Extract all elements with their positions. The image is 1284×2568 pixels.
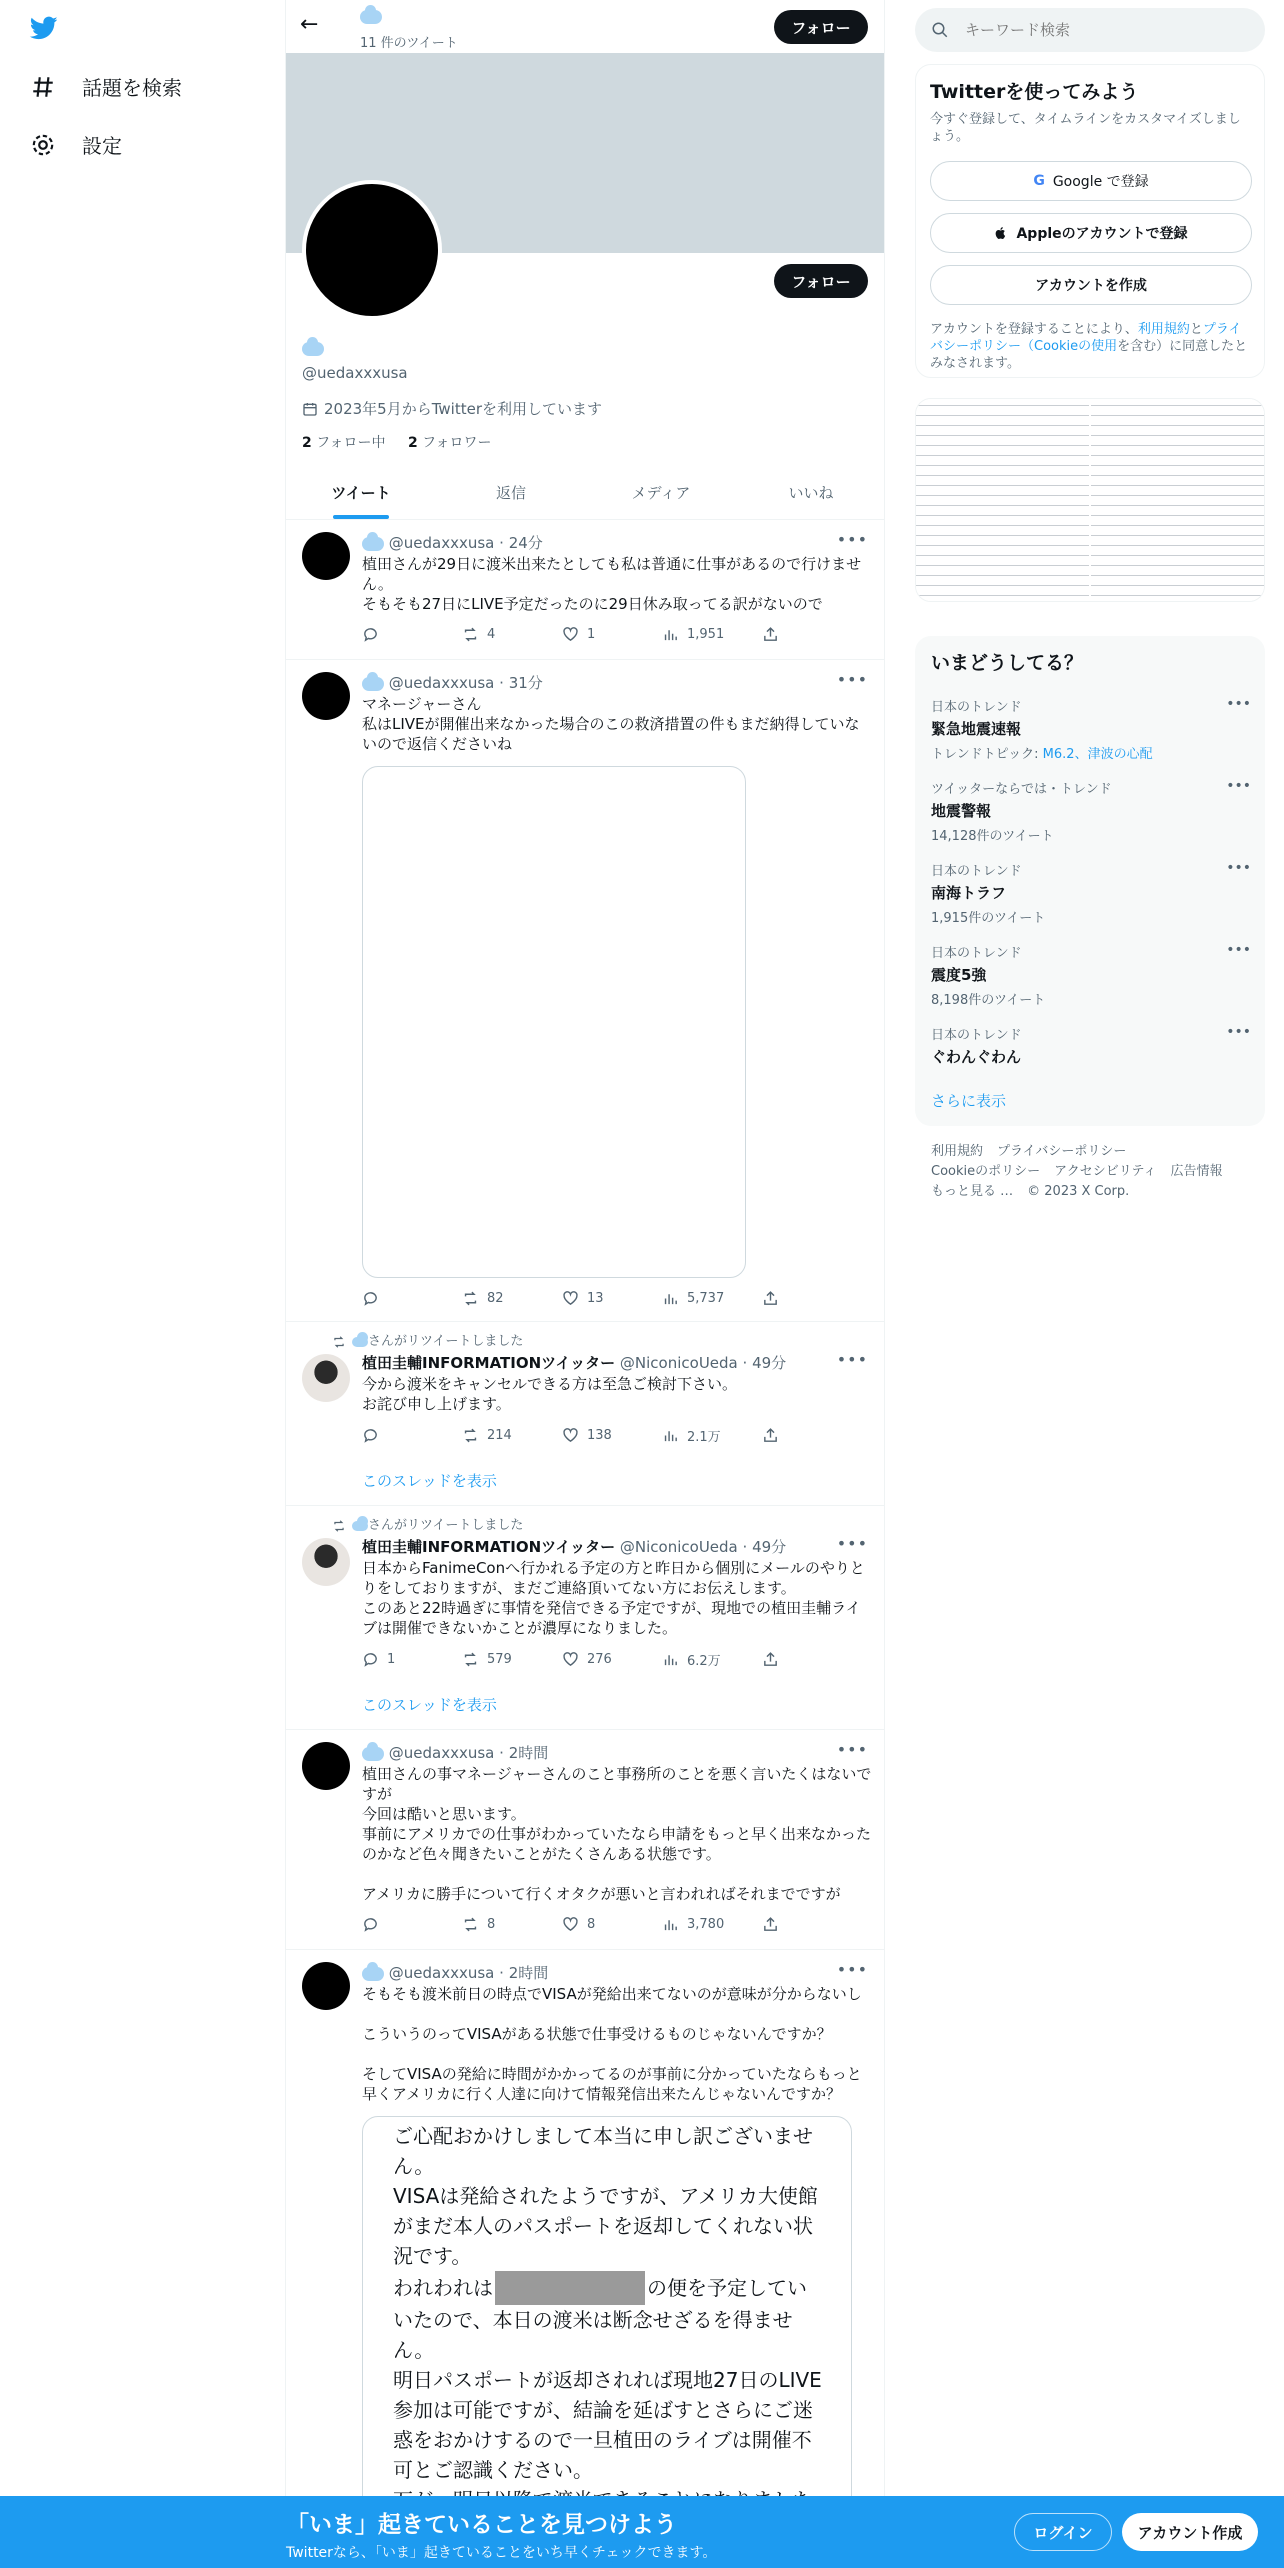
reply-button[interactable] xyxy=(362,626,462,643)
display-name-emoji xyxy=(360,6,382,25)
like-button[interactable] xyxy=(562,626,662,643)
profile-display-name xyxy=(302,338,324,357)
views-button[interactable] xyxy=(662,1650,762,1669)
heart-icon xyxy=(562,626,579,643)
reply-icon xyxy=(362,626,379,643)
tweet-actions xyxy=(362,626,792,643)
login-button[interactable]: ログイン xyxy=(1014,2513,1112,2551)
retweet-context xyxy=(332,1514,523,1533)
more-icon[interactable]: ••• xyxy=(836,1350,868,1369)
tweet-header: 植田圭輔INFORMATIONツイッター @NiconicoUeda · 49分 xyxy=(362,1354,787,1372)
reply-button[interactable] xyxy=(362,1916,462,1933)
tweet-header: @uedaxxxusa · 2時間 xyxy=(362,1962,548,1983)
trend-item[interactable] xyxy=(931,860,1251,926)
retweet-button[interactable] xyxy=(462,1290,562,1307)
profile-timeline xyxy=(285,0,885,2568)
share-button[interactable] xyxy=(762,626,792,643)
like-count: 1 xyxy=(587,627,596,642)
reply-icon xyxy=(362,1290,379,1307)
tweet-actions xyxy=(362,1290,792,1307)
share-button[interactable] xyxy=(762,1650,792,1669)
tweet-media-notice[interactable] xyxy=(362,2116,852,2536)
show-thread-link[interactable]: このスレッドを表示 xyxy=(362,1696,497,1714)
trend-meta: 1,915件のツイート xyxy=(931,911,1046,926)
profile-handle: @uedaxxxusa xyxy=(302,364,408,382)
more-icon[interactable]: ••• xyxy=(1226,696,1251,712)
notice-line: いたので、本日の渡米は断念せざるを得ませ xyxy=(393,2308,793,2332)
nav-settings-label: 設定 xyxy=(82,134,122,158)
trend-item[interactable] xyxy=(931,778,1251,844)
avatar[interactable] xyxy=(302,1538,350,1586)
bottom-title: 「いま」起きていることを見つけよう xyxy=(286,2512,677,2538)
apple-signup-button[interactable] xyxy=(930,213,1252,253)
retweet-icon xyxy=(332,1335,346,1349)
retweet-icon xyxy=(462,1651,479,1668)
tweet-actions xyxy=(362,1426,792,1445)
share-button[interactable] xyxy=(762,1916,792,1933)
profile-joined xyxy=(302,398,602,419)
tweet[interactable] xyxy=(286,1730,885,1950)
active-tab-indicator xyxy=(333,515,389,519)
bottom-subtitle: Twitterなら、「いま」起きていることをいち早くチェックできます。 xyxy=(286,2545,717,2561)
trend-category: ツイッターならでは・トレンド xyxy=(931,782,1112,797)
share-button[interactable] xyxy=(762,1290,792,1307)
more-icon[interactable]: ••• xyxy=(836,530,868,549)
bottom-signup-bar xyxy=(0,2496,1284,2568)
hashtag-icon xyxy=(30,74,56,100)
views-count: 2.1万 xyxy=(687,1430,721,1445)
tweet-text: そもそも渡米前日の時点でVISAが発給出来てないのが意味が分からないし こういうのってVISAがある状態で仕事受けるものじゃないんですか？ そしてVISAの発給に時間がかかってるのが事前に分かっていたならもっと早くアメリカに行く人達に向けて情報発信出来たんじゃないんですか？ xyxy=(362,1985,862,2103)
share-button[interactable] xyxy=(762,1426,792,1445)
views-icon xyxy=(662,626,679,643)
tweet-author-name[interactable]: 植田圭輔INFORMATIONツイッター xyxy=(362,1538,616,1556)
copyright: © 2023 X Corp. xyxy=(1027,1184,1130,1199)
tweet-handle[interactable]: @uedaxxxusa xyxy=(388,534,495,552)
following-link[interactable] xyxy=(302,435,386,451)
avatar[interactable] xyxy=(302,532,350,580)
more-icon[interactable]: ••• xyxy=(1226,860,1251,876)
tweet-handle[interactable]: @NiconicoUeda xyxy=(619,1538,738,1556)
tab-replies-label: 返信 xyxy=(495,484,526,502)
trend-meta: 8,198件のツイート xyxy=(931,993,1046,1008)
tweet-header: @uedaxxxusa · 2時間 xyxy=(362,1742,548,1763)
retweet-icon xyxy=(462,1916,479,1933)
tab-replies[interactable] xyxy=(436,466,586,519)
share-icon xyxy=(762,1916,779,1933)
retweet-count: 82 xyxy=(487,1291,504,1306)
tweet[interactable] xyxy=(286,660,885,1322)
heart-icon xyxy=(562,1916,579,1933)
reply-count: 1 xyxy=(387,1652,396,1667)
tweet-header: @uedaxxxusa · 24分 xyxy=(362,532,543,553)
reply-icon xyxy=(362,1427,379,1444)
retweet-button[interactable] xyxy=(462,626,562,643)
more-icon[interactable]: ••• xyxy=(1226,942,1251,958)
share-icon xyxy=(762,626,779,643)
signup-subtitle: 今すぐ登録して、タイムラインをカスタマイズしましょう。 xyxy=(930,112,1241,144)
tweet-time[interactable]: 31分 xyxy=(508,674,543,692)
like-count: 13 xyxy=(587,1291,604,1306)
media-preview-grid[interactable] xyxy=(915,398,1265,602)
google-signup-button[interactable] xyxy=(930,161,1252,201)
heart-icon xyxy=(562,1651,579,1668)
apple-signup-label: Appleのアカウントで登録 xyxy=(1016,226,1188,242)
notice-line: がまだ本人のパスポートを返却してくれない状 xyxy=(393,2214,813,2238)
trend-item[interactable] xyxy=(931,696,1251,762)
followers-count: 2 xyxy=(407,435,418,451)
tweet-time[interactable]: 2時間 xyxy=(508,1964,549,1982)
views-count: 5,737 xyxy=(687,1291,725,1306)
profile-tabs xyxy=(286,466,885,520)
share-icon xyxy=(762,1427,779,1444)
trend-name: ぐわんぐわん xyxy=(931,1048,1022,1066)
tweet-time[interactable]: 49分 xyxy=(752,1538,787,1556)
create-account-label: アカウントを作成 xyxy=(1035,278,1147,294)
footer-link[interactable]: プライバシーポリシー xyxy=(997,1144,1127,1159)
retweet-count: 214 xyxy=(487,1428,512,1443)
tweet-actions xyxy=(362,1916,792,1933)
notice-line: VISAは発給されたようですが、アメリカ大使館 xyxy=(393,2184,818,2208)
profile-avatar[interactable] xyxy=(302,180,442,320)
views-icon xyxy=(662,1916,679,1933)
reply-button[interactable] xyxy=(362,1650,462,1669)
signup-title: Twitterを使ってみよう xyxy=(930,81,1139,103)
notice-line: 参加は可能ですが、結論を延ばすとさらにご迷 xyxy=(393,2398,813,2422)
trend-meta: トレンドトピック: M6.2、津波の心配 xyxy=(931,747,1153,762)
notice-line: ん。 xyxy=(393,2338,435,2362)
signup-card xyxy=(915,64,1265,378)
reply-button[interactable] xyxy=(362,1290,462,1307)
views-button[interactable] xyxy=(662,626,762,643)
more-icon[interactable]: ••• xyxy=(1226,1024,1251,1040)
tweet-text: 今から渡米をキャンセルできる方は至急ご検討下さい。 お詫び申し上げます。 xyxy=(362,1375,738,1413)
tweet-text: 植田さんの事マネージャーさんのこと事務所のことを悪く言いたくはないですが 今回は酷いと思います。 事前にアメリカでの仕事がわかっていたなら申請をもっと早く出来なかったのかなど色々聞きたいことがたくさんある状態です。 アメリカに勝手について行くオタクが悪いと言われればそれまでですが xyxy=(362,1765,872,1903)
retweet-button[interactable] xyxy=(462,1426,562,1445)
trend-category: 日本のトレンド xyxy=(931,946,1022,961)
retweeted-by[interactable]: さんがリツイートしました xyxy=(368,1334,524,1349)
footer-link[interactable]: Cookieのポリシー xyxy=(931,1164,1041,1179)
google-signup-label: Google で登録 xyxy=(1052,174,1149,190)
tab-likes[interactable] xyxy=(736,466,885,519)
footer-link[interactable]: 利用規約 xyxy=(931,1144,984,1159)
trend-topic-link[interactable]: M6.2、津波の心配 xyxy=(1042,747,1153,762)
tweet-text: 日本からFanimeConへ行かれる予定の方と昨日から個別にメールのやりとりをしておりますが、まだご連絡頂いてない方にお伝えします。 このあと22時過ぎに事情を発信できる予定ですが、現地での植田圭輔ライブは開催できないかことが濃厚になりました。 xyxy=(362,1559,865,1637)
show-thread-link[interactable]: このスレッドを表示 xyxy=(362,1472,497,1490)
tweet-count: 11 件のツイート xyxy=(360,36,458,51)
retweeted-by[interactable]: さんがリツイートしました xyxy=(368,1518,524,1533)
like-button[interactable] xyxy=(562,1290,662,1307)
tweet-time[interactable]: 2時間 xyxy=(508,1744,549,1762)
joined-date: 2023年5月からTwitterを利用しています xyxy=(324,400,602,418)
tweet-handle[interactable]: @uedaxxxusa xyxy=(388,1964,495,1982)
footer-more-link[interactable]: もっと見る … xyxy=(931,1184,1014,1199)
tweet-header: @uedaxxxusa · 31分 xyxy=(362,672,543,693)
avatar[interactable] xyxy=(302,1742,350,1790)
nav-settings[interactable] xyxy=(30,130,122,159)
tweet-time[interactable]: 49分 xyxy=(752,1354,787,1372)
retweet-count: 8 xyxy=(487,1917,496,1932)
notice-line: 可とご認識ください。 xyxy=(393,2458,593,2482)
notice-line: 明日パスポートが返却されれば現地27日のLIVE xyxy=(393,2368,822,2392)
trend-category: 日本のトレンド xyxy=(931,1028,1022,1043)
heart-icon xyxy=(562,1427,579,1444)
reply-icon xyxy=(362,1916,379,1933)
notice-line: ご心配おかけしまして本当に申し訳ございませ xyxy=(393,2124,813,2148)
follow-stats xyxy=(302,432,491,452)
more-icon[interactable]: ••• xyxy=(836,1960,868,1979)
tweet[interactable] xyxy=(286,1322,885,1506)
more-icon[interactable]: ••• xyxy=(836,670,868,689)
retweet-button[interactable] xyxy=(462,1650,562,1669)
tweet-time[interactable]: 24分 xyxy=(508,534,543,552)
trend-category: 日本のトレンド xyxy=(931,700,1022,715)
notice-line: われわれは の便を予定してい xyxy=(393,2271,851,2305)
header-follow-button[interactable]: フォロー xyxy=(774,10,868,44)
more-icon[interactable]: ••• xyxy=(1226,778,1251,794)
views-button[interactable] xyxy=(662,1916,762,1933)
retweet-context xyxy=(332,1330,523,1349)
more-icon[interactable]: ••• xyxy=(836,1740,868,1759)
create-account-button[interactable] xyxy=(930,265,1252,305)
views-icon xyxy=(662,1290,679,1307)
media-thumbnail[interactable] xyxy=(916,399,1089,601)
share-icon xyxy=(762,1651,779,1668)
search-input[interactable] xyxy=(965,21,1245,39)
nav-explore-label: 話題を検索 xyxy=(82,76,182,100)
trend-name: 地震警報 xyxy=(931,802,992,820)
show-more-link[interactable]: さらに表示 xyxy=(931,1092,1007,1110)
tweet-header: 植田圭輔INFORMATIONツイッター @NiconicoUeda · 49分 xyxy=(362,1538,787,1556)
tweet[interactable] xyxy=(286,520,885,660)
notice-line: 惑をおかけするので一旦植田のライブは開催不 xyxy=(393,2428,812,2452)
followers-label: フォロワー xyxy=(422,435,492,451)
avatar[interactable] xyxy=(302,672,350,720)
gear-icon xyxy=(30,132,56,158)
tweet-handle[interactable]: @uedaxxxusa xyxy=(388,674,495,692)
trend-category: 日本のトレンド xyxy=(931,864,1022,879)
like-button[interactable] xyxy=(562,1650,662,1669)
trend-name: 南海トラフ xyxy=(931,884,1007,902)
back-arrow-icon[interactable]: ← xyxy=(300,12,319,37)
retweet-count: 4 xyxy=(487,627,496,642)
tweet-actions xyxy=(362,1650,792,1669)
following-label: フォロー中 xyxy=(316,435,386,451)
trend-item[interactable] xyxy=(931,942,1251,1008)
avatar[interactable] xyxy=(302,1962,350,2010)
like-count: 8 xyxy=(587,1917,596,1932)
sidebar-footer xyxy=(931,1142,1251,1202)
privacy-link[interactable]: プライバシーポリシー（Cookieの使用 xyxy=(930,322,1242,354)
tab-media[interactable] xyxy=(586,466,736,519)
like-count: 138 xyxy=(587,1428,612,1443)
trend-meta: 14,128件のツイート xyxy=(931,829,1054,844)
like-count: 276 xyxy=(587,1652,612,1667)
retweet-count: 579 xyxy=(487,1652,512,1667)
retweet-icon xyxy=(462,1290,479,1307)
views-button[interactable] xyxy=(662,1426,762,1445)
trends-card xyxy=(915,636,1265,1126)
nav-explore[interactable] xyxy=(30,72,182,101)
right-sidebar xyxy=(885,0,1284,2568)
apple-icon xyxy=(994,225,1008,241)
share-icon xyxy=(762,1290,779,1307)
trend-name: 震度5強 xyxy=(931,966,987,984)
redacted-block xyxy=(495,2271,645,2305)
notice-line: 況です。 xyxy=(393,2244,472,2268)
more-icon[interactable]: ••• xyxy=(836,1534,868,1553)
signup-button[interactable]: アカウント作成 xyxy=(1122,2513,1258,2551)
media-thumbnail[interactable] xyxy=(1091,399,1264,601)
tweet-handle[interactable]: @NiconicoUeda xyxy=(619,1354,738,1372)
retweet-button[interactable] xyxy=(462,1916,562,1933)
tweet-media[interactable] xyxy=(362,766,746,1278)
footer-link[interactable]: アクセシビリティ xyxy=(1054,1164,1157,1179)
tweet-handle[interactable]: @uedaxxxusa xyxy=(388,1744,495,1762)
tab-likes-label: いいね xyxy=(788,484,834,502)
views-count: 3,780 xyxy=(687,1917,725,1932)
following-count: 2 xyxy=(302,435,312,451)
tab-media-label: メディア xyxy=(631,484,691,502)
like-button[interactable] xyxy=(562,1426,662,1445)
terms-link[interactable]: 利用規約 xyxy=(1137,322,1190,337)
tweet[interactable] xyxy=(286,1950,885,2568)
like-button[interactable] xyxy=(562,1916,662,1933)
views-count: 6.2万 xyxy=(687,1654,721,1669)
retweet-icon xyxy=(462,626,479,643)
trend-item[interactable] xyxy=(931,1024,1251,1067)
search-icon xyxy=(931,21,949,39)
tab-tweets[interactable] xyxy=(286,466,436,519)
tab-tweets-label: ツイート xyxy=(331,484,391,502)
calendar-icon xyxy=(302,401,318,417)
twitter-logo-icon[interactable] xyxy=(28,14,60,46)
profile-follow-button[interactable]: フォロー xyxy=(774,264,868,298)
views-button[interactable] xyxy=(662,1290,762,1307)
views-icon xyxy=(662,1651,679,1668)
heart-icon xyxy=(562,1290,579,1307)
trends-title: いまどうしてる？ xyxy=(931,652,1084,674)
tweet-text: マネージャーさん 私はLIVEが開催出来なかった場合のこの救済措置の件もまだ納得していないので返信くださいね xyxy=(362,695,860,753)
trend-name: 緊急地震速報 xyxy=(931,720,1022,738)
views-count: 1,951 xyxy=(687,627,725,642)
reply-icon xyxy=(362,1651,379,1668)
notice-line: ん。 xyxy=(393,2154,435,2178)
tweet-author-name[interactable]: 植田圭輔INFORMATIONツイッター xyxy=(362,1354,616,1372)
left-navigation xyxy=(0,0,285,2568)
followers-link[interactable] xyxy=(408,435,492,451)
google-icon: G xyxy=(1033,173,1045,189)
reply-button[interactable] xyxy=(362,1426,462,1445)
tweet-text: 植田さんが29日に渡米出来たとしても私は普通に仕事があるので行けません。 そもそも27日にLIVE予定だったのに29日休み取ってる訳がないので xyxy=(362,555,862,613)
tweet[interactable] xyxy=(286,1506,885,1730)
views-icon xyxy=(662,1427,679,1444)
retweet-icon xyxy=(332,1519,346,1533)
search-box[interactable] xyxy=(915,8,1265,52)
terms-text: アカウントを登録することにより、利用規約とプライバシーポリシー（Cookieの使用を含む）に同意したとみなされます。 xyxy=(930,322,1248,371)
avatar[interactable] xyxy=(302,1354,350,1402)
footer-link[interactable]: 広告情報 xyxy=(1170,1164,1223,1179)
retweet-icon xyxy=(462,1427,479,1444)
